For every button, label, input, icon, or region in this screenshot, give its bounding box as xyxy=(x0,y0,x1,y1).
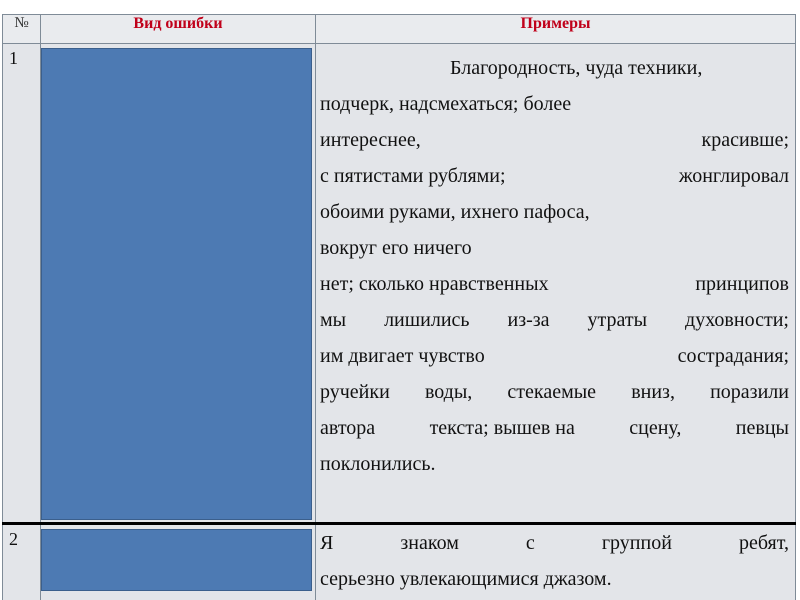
example-word: автора xyxy=(320,417,376,439)
table-header-row xyxy=(3,15,796,44)
example-word: воды, xyxy=(424,381,473,403)
example-line xyxy=(320,302,789,338)
example-word: подчерк, надсмехаться; более xyxy=(320,93,572,115)
example-word: ребят, xyxy=(738,532,789,554)
example-word: Я xyxy=(320,532,334,554)
example-line xyxy=(320,374,789,410)
example-word: красивше; xyxy=(701,129,789,151)
header-error-type: Вид ошибки xyxy=(41,15,316,44)
table-row xyxy=(3,44,796,524)
examples-cell xyxy=(316,44,796,524)
example-word: группой xyxy=(601,532,672,554)
example-word: сцену, xyxy=(629,417,682,439)
example-line xyxy=(320,338,789,374)
example-word: серьезно увлекающимися джазом. xyxy=(320,568,612,590)
row-number: 2 xyxy=(3,524,41,600)
example-word: из-за xyxy=(507,309,550,331)
error-type-cell xyxy=(41,44,316,524)
example-word: обоими руками, ихнего пафоса, xyxy=(320,201,590,223)
example-word: им двигает чувство xyxy=(320,345,485,367)
example-word: принципов xyxy=(695,273,789,295)
example-line xyxy=(320,158,789,194)
example-word: текста; вышев на xyxy=(429,417,575,439)
example-word: интереснее, xyxy=(320,129,421,151)
example-word: вокруг его ничего xyxy=(320,237,472,259)
example-word: духовности; xyxy=(685,309,789,331)
example-line xyxy=(320,122,789,158)
errors-table xyxy=(2,14,796,600)
example-line xyxy=(320,194,789,230)
example-word: жонглировал xyxy=(678,165,789,187)
examples-text xyxy=(320,50,789,482)
example-word: сострадания; xyxy=(677,345,789,367)
example-word: стекаемые xyxy=(507,381,597,403)
row-number: 1 xyxy=(3,44,41,524)
example-word: с xyxy=(525,532,535,554)
table-row xyxy=(3,524,796,600)
header-examples: Примеры xyxy=(316,15,796,44)
error-type-cell xyxy=(41,524,316,600)
header-number: № xyxy=(3,15,41,44)
example-word: мы xyxy=(320,309,347,331)
hidden-answer-box[interactable] xyxy=(41,48,312,520)
example-word: лишились xyxy=(384,309,470,331)
example-line xyxy=(320,525,789,561)
example-word: вниз, xyxy=(631,381,675,403)
example-word: поклонились. xyxy=(320,453,436,475)
example-word: утраты xyxy=(587,309,648,331)
example-word: певцы xyxy=(735,417,789,439)
example-line xyxy=(320,230,789,266)
example-word: ручейки xyxy=(320,381,390,403)
hidden-answer-box[interactable] xyxy=(41,529,312,591)
example-word: поразили xyxy=(710,381,789,403)
example-word: нет; сколько нравственных xyxy=(320,273,549,295)
examples-text xyxy=(320,525,789,597)
example-word: с пятистами рублями; xyxy=(320,165,506,187)
examples-cell xyxy=(316,524,796,600)
example-line xyxy=(320,410,789,446)
example-line xyxy=(320,446,789,482)
example-line xyxy=(320,86,789,122)
example-line xyxy=(320,50,789,86)
example-line xyxy=(320,266,789,302)
example-line xyxy=(320,561,789,597)
example-word: знаком xyxy=(400,532,459,554)
example-word: Благородность, чуда техники, xyxy=(450,57,703,79)
